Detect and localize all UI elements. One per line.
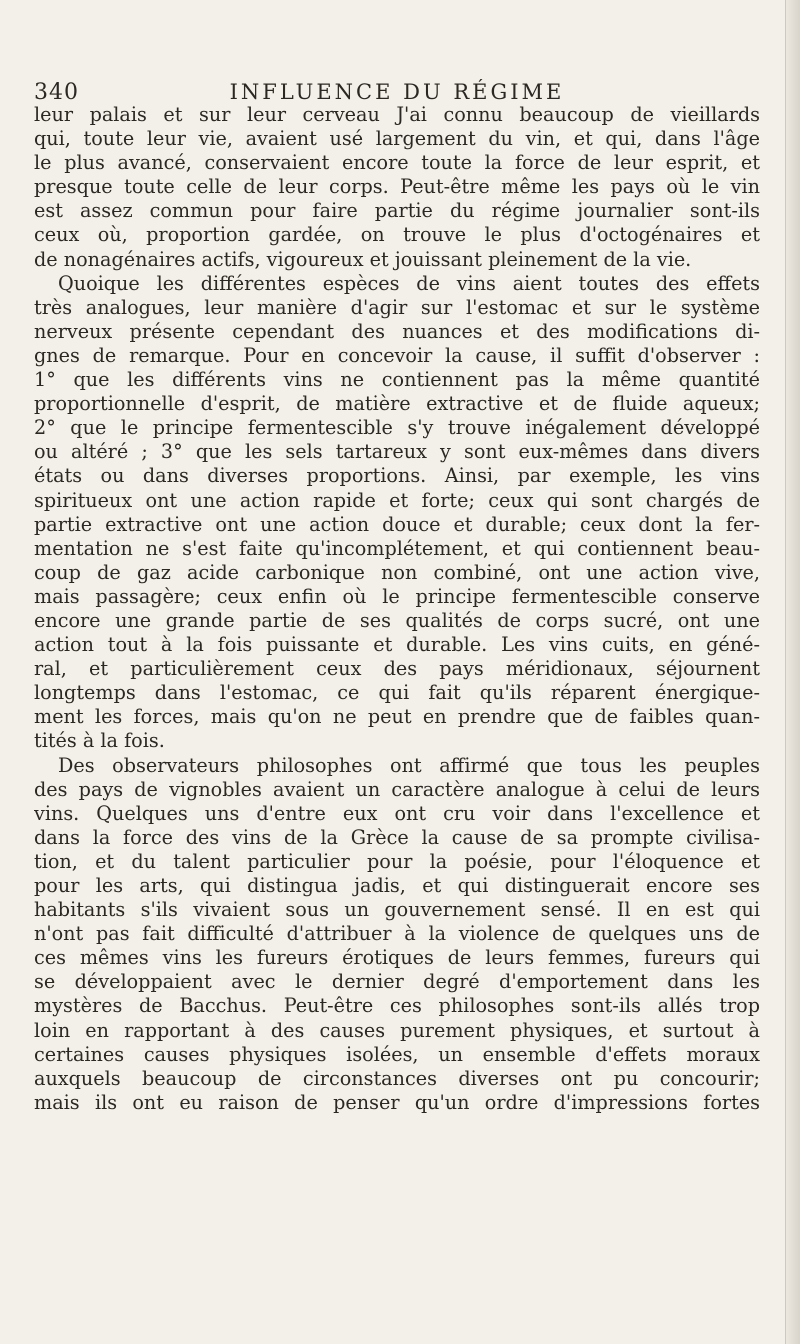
text-line: tités à la fois.	[34, 729, 165, 753]
text-line: nerveux présente cependant des nuances et des modifications di-	[34, 319, 760, 343]
text-line: longtemps dans l'estomac, ce qui fait qu'ils réparent énergique-	[34, 681, 760, 705]
text-line: dans la force des vins de la Grèce la cause de sa prompte civilisa-	[34, 825, 760, 849]
text-line: le plus avancé, conservaient encore toute la force de leur esprit, et	[34, 151, 760, 175]
text-line: mystères de Bacchus. Peut-être ces philosophes sont-ils allés trop	[34, 994, 760, 1018]
text-line: leur palais et sur leur cerveau J'ai connu beaucoup de vieillards	[34, 103, 760, 126]
text-line: gnes de remarque. Pour en concevoir la cause, il suffit d'observer :	[34, 343, 760, 367]
text-line: des pays de vignobles avaient un caractère analogue à celui de leurs	[34, 777, 760, 801]
text-line: pour les arts, qui distingua jadis, et qui distinguerait encore ses	[34, 874, 760, 897]
text-line: de nonagénaires actifs, vigoureux et jouissant pleinement de la vie.	[34, 247, 692, 271]
text-line: vins. Quelques uns d'entre eux ont cru voir dans l'excellence et	[34, 801, 760, 825]
page-number: 340	[34, 80, 79, 105]
body-text	[34, 103, 760, 1115]
text-line: n'ont pas fait difficulté d'attribuer à la violence de quelques uns de	[34, 922, 760, 946]
text-line: qui, toute leur vie, avaient usé largement du vin, et qui, dans l'âge	[34, 127, 760, 151]
paragraph	[34, 272, 760, 754]
text-line: action tout à la fois puissante et durable. Les vins cuits, en géné-	[34, 633, 760, 657]
text-line: mais ils ont eu raison de penser qu'un ordre d'impressions fortes	[34, 1090, 760, 1114]
text-line: 2° que le principe fermentescible s'y trouve inégalement développé	[34, 416, 760, 440]
text-line: partie extractive ont une action douce et durable; ceux dont la fer-	[34, 512, 760, 536]
text-line: très analogues, leur manière d'agir sur l'estomac et sur le système	[34, 295, 760, 319]
text-line: tion, et du talent particulier pour la poésie, pour l'éloquence et	[34, 849, 760, 873]
text-line: ral, et particulièrement ceux des pays méridionaux, séjournent	[34, 657, 760, 681]
text-line: ceux où, proportion gardée, on trouve le plus d'octogénaires et	[34, 223, 760, 247]
paragraph	[34, 754, 760, 1115]
running-title: INFLUENCE DU RÉGIME	[229, 80, 565, 104]
paragraph	[34, 103, 760, 272]
text-line: Des observateurs philosophes ont affirmé que tous les peuples	[58, 753, 760, 777]
text-line: proportionnelle d'esprit, de matière extractive et de fluide aqueux;	[34, 392, 760, 416]
text-line: se développaient avec le dernier degré d'emportement dans les	[34, 970, 760, 994]
text-line: ces mêmes vins les fureurs érotiques de leurs femmes, fureurs qui	[34, 946, 760, 970]
text-line: auxquels beaucoup de circonstances diverses ont pu concourir;	[34, 1066, 760, 1090]
text-line: mais passagère; ceux enfin où le principe fermentescible conserve	[34, 584, 760, 608]
text-line: états ou dans diverses proportions. Ainsi, par exemple, les vins	[34, 464, 760, 488]
text-line: Quoique les différentes espèces de vins aient toutes des effets	[58, 271, 760, 295]
text-line: est assez commun pour faire partie du régime journalier sont-ils	[34, 199, 760, 223]
text-line: certaines causes physiques isolées, un ensemble d'effets moraux	[34, 1042, 760, 1066]
text-line: encore une grande partie de ses qualités de corps sucré, ont une	[34, 608, 760, 632]
text-line: habitants s'ils vivaient sous un gouvernement sensé. Il en est qui	[34, 898, 760, 922]
page-edge	[785, 0, 800, 1344]
text-line: ou altéré ; 3° que les sels tartareux y sont eux-mêmes dans divers	[34, 440, 760, 464]
text-line: coup de gaz acide carbonique non combiné, ont une action vive,	[34, 560, 760, 584]
text-line: loin en rapportant à des causes purement physiques, et surtout à	[34, 1018, 760, 1042]
text-line: spiritueux ont une action rapide et forte; ceux qui sont chargés de	[34, 488, 760, 512]
text-line: mentation ne s'est faite qu'incomplétement, et qui contiennent beau-	[34, 536, 760, 560]
text-line: ment les forces, mais qu'on ne peut en prendre que de faibles quan-	[34, 705, 760, 729]
text-line: 1° que les différents vins ne contiennent pas la même quantité	[34, 368, 760, 392]
text-line: presque toute celle de leur corps. Peut-être même les pays où le vin	[34, 175, 760, 199]
